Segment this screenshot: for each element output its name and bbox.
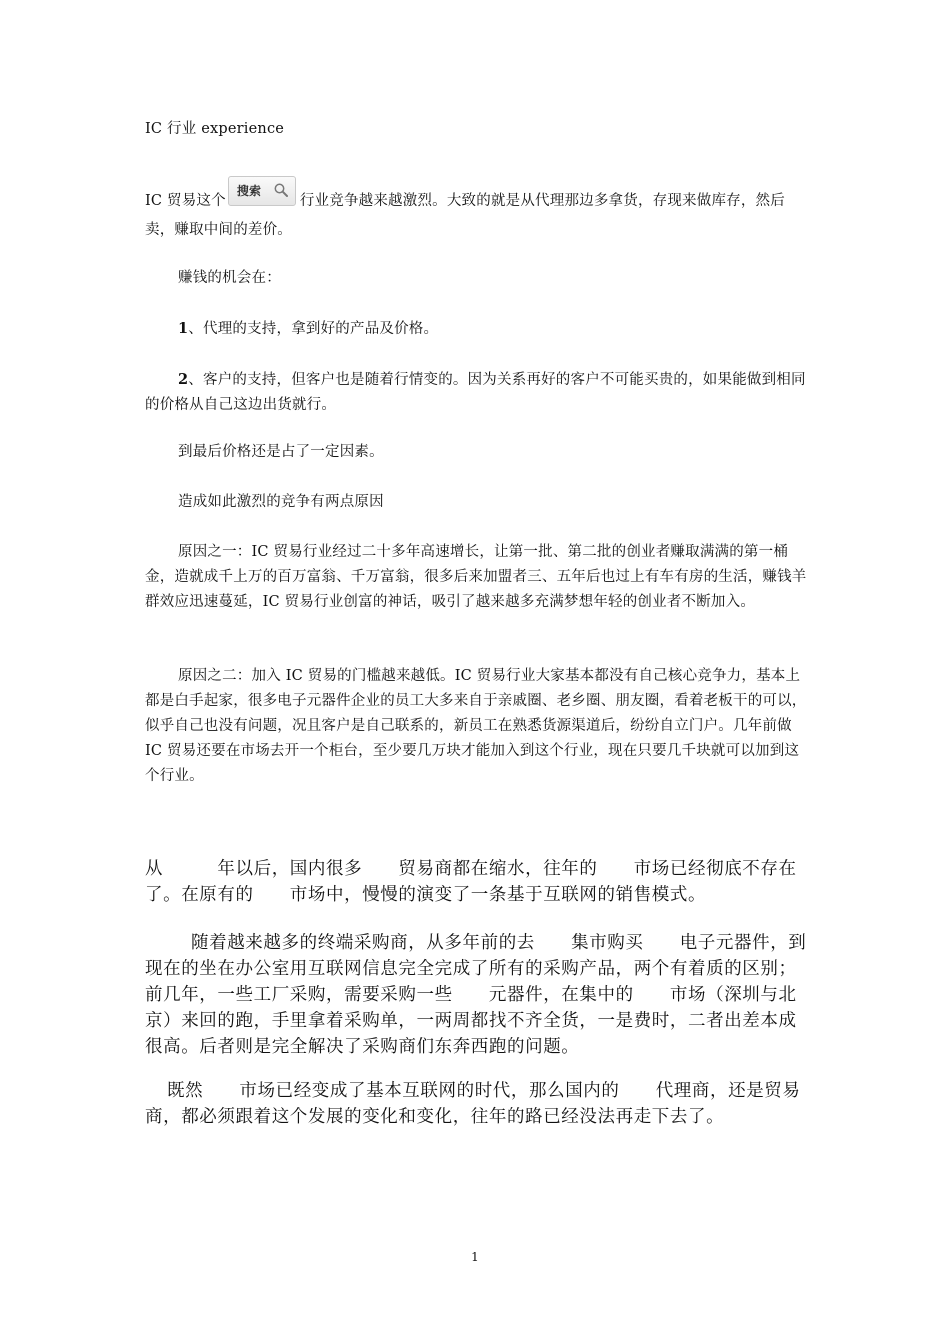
- list-number: 1: [178, 320, 189, 337]
- paragraph-reason-two: 原因之二：加入 IC 贸易的门槛越来越低。IC 贸易行业大家基本都没有自己核心竞争力，基本上都是白手起家，很多电子元器件企业的员工大多来自于亲戚圈、老乡圈、朋友圈，看着老板干的可以，似乎自己也没有问题，况且客户是自己联系的，新员工在熟悉货源渠道后，纷纷自立门户。几年前做 IC 贸易还要在市场去开一个柜台，至少要几万块才能加入到这个行业，现在只要几千块就可以加到这个行业。: [145, 668, 807, 784]
- search-button[interactable]: [228, 176, 296, 206]
- list-text: 、代理的支持，拿到好的产品及价格。: [188, 321, 439, 337]
- list-item-1: [145, 316, 807, 342]
- intro-text-after: 行业竞争越来越激烈。大致的就是从代理那边多拿货，存现来做库存，然后卖，赚取中间的差价。: [145, 193, 785, 238]
- paragraph-opportunities: 赚钱的机会在：: [178, 270, 281, 286]
- page-number: 1: [471, 1250, 479, 1264]
- list-item-2: [145, 367, 807, 418]
- magnifier-icon: [274, 183, 288, 197]
- list-number: 2: [178, 371, 189, 388]
- document-title: IC 行业 experience: [145, 121, 285, 137]
- intro-text-before: IC 贸易这个: [145, 193, 226, 209]
- paragraph-price-factor: 到最后价格还是占了一定因素。: [178, 444, 384, 460]
- paragraph-market-shift: 从 年以后，国内很多 贸易商都在缩水，往年的 市场已经彻底不存在了。在原有的 市场中，慢慢的演变了一条基于互联网的销售模式。: [145, 859, 797, 905]
- paragraph-reasons-heading: 造成如此激烈的竞争有两点原因: [178, 494, 384, 510]
- list-text: 、客户的支持，但客户也是随着行情变的。因为关系再好的客户不可能买贵的，如果能做到相同的价格从自己这边出货就行。: [145, 372, 806, 413]
- search-button-label: 搜索: [236, 184, 262, 198]
- paragraph-intro: [145, 184, 807, 243]
- paragraph-conclusion: 既然 市场已经变成了基本互联网的时代，那么国内的 代理商，还是贸易商，都必须跟着这个发展的变化和变化，往年的路已经没法再走下去了。: [145, 1081, 801, 1127]
- paragraph-reason-one: 原因之一：IC 贸易行业经过二十多年高速增长，让第一批、第二批的创业者赚取满满的第一桶金，造就成千上万的百万富翁、千万富翁，很多后来加盟者三、五年后也过上有车有房的生活，赚钱羊群效应迅速蔓延，IC 贸易行业创富的神话，吸引了越来越多充满梦想年轻的创业者不断加入。: [145, 544, 807, 610]
- paragraph-buyers: 随着越来越多的终端采购商，从多年前的去 集市购买 电子元器件，到现在的坐在办公室用互联网信息完全完成了所有的采购产品，两个有着质的区别；前几年，一些工厂采购，需要采购一些 元器件，在集中的 市场（深圳与北京）来回的跑，手里拿着采购单，一两周都找不齐全货，一是费时，二者出差本成很高。后者则是完全解决了采购商们东奔西跑的问题。: [145, 933, 807, 1057]
